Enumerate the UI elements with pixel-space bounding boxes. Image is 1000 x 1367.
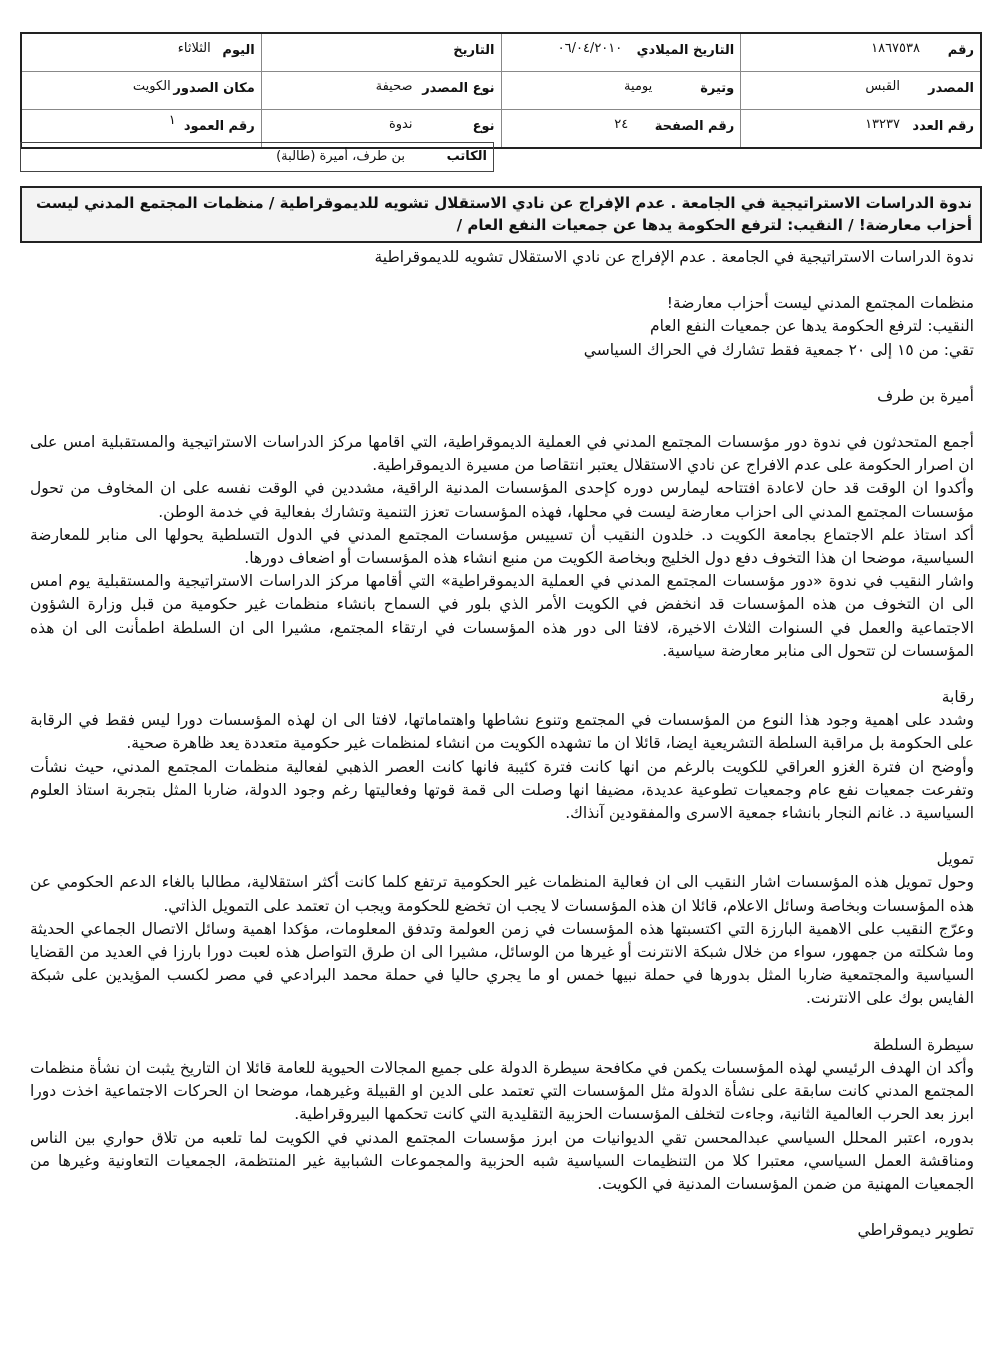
paragraph-3: أكد استاذ علم الاجتماع بجامعة الكويت د. خلدون النقيب أن تسييس مؤسسات المجتمع المدني في الدول التسلطية يحولها الى منابر للمعارضة السياسية، موضحا ان هذا التخوف دفع دول الخليج وبخاصة الكويت من منبع انشاء هذه المؤسسات أو اضعاف دورها. — [30, 525, 974, 568]
gregorian-date-cell — [501, 34, 741, 71]
frequency-value: يومية — [624, 79, 653, 94]
source-label: المصدر — [928, 81, 974, 96]
column-number-value: ١ — [168, 113, 176, 128]
writer-value: بن طرف، أميرة (طالبة) — [276, 149, 405, 164]
day-value: الثلاثاء — [177, 41, 211, 56]
writer-label: الكاتب — [446, 149, 487, 164]
article-subtitle-3: تقي: من ١٥ إلى ٢٠ جمعية فقط تشارك في الحراك السياسي — [583, 340, 974, 359]
day-label: اليوم — [222, 43, 255, 58]
section-heading-saytara: سيطرة السلطة — [873, 1035, 974, 1054]
source-cell — [740, 72, 980, 109]
frequency-cell — [501, 72, 741, 109]
gregorian-date-label: التاريخ الميلادي — [636, 43, 735, 58]
metadata-row-1 — [22, 34, 980, 72]
writer-cell — [20, 142, 494, 172]
type-label: نوع — [472, 119, 495, 134]
source-value: القبس — [865, 79, 900, 94]
metadata-row-2 — [22, 72, 980, 110]
page-number-value: ٢٤ — [614, 117, 629, 132]
date-label: التاريخ — [453, 43, 495, 58]
paragraph-10: بدوره، اعتبر المحلل السياسي عبدالمحسن تقي الديوانيات من ابرز مؤسسات المجتمع المدني في الكويت لما تلعبه من تلاق حواري بين الناس ومناقشة العمل السياسي، معتبرا كلا من التنظيمات السياسية شبه الحزبية والمجموعات الشبابية غير المنتظمة، الجمعيات التعاونية وغيرها من الجمعيات المهنية من ضمن المؤسسات المدنية في الكويت. — [30, 1128, 974, 1193]
section-heading-raqaba: رقابة — [941, 688, 974, 707]
writer-row — [20, 142, 982, 172]
source-type-cell — [261, 72, 501, 109]
paragraph-6: وأوضح ان فترة الغزو العراقي للكويت بالرغم من انها كانت فترة كئيبة فانها كانت العصر الذهبي لفعالية منظمات المجتمع المدني، حيث نشأت وتفرعت جمعيات نفع عام وجمعيات تطوعية عديدة، مضيفا انها وصلت الى قمة قوتها وفعاليتها رغم وجود الدولة، ضاربا المثل بتجربة استاذ العلوم السياسية د. غانم النجار بانشاء جمعية الاسرى والمفقودين آنذاك. — [30, 757, 974, 823]
paragraph-4: واشار النقيب في ندوة «دور مؤسسات المجتمع المدني في العملية الديموقراطية» التي أقامها مركز الدراسات الاستراتيجية والمستقبلية يوم امس الى ان التخوف من هذه المؤسسات قد انخفض في الكويت الأمر الذي بلور في السماح بانشاء منظمات غير حكومية من قبل وزارة الشؤون الاجتماعية والعمل في السنوات الثلاث الاخيرة، لافتا الى دور هذه المؤسسات في ارتقاء المجتمع، مشيرا الى ان السلطة اطمأنت الى ان هذه المؤسسات لن تتحول الى منابر معارضة سياسية. — [30, 572, 974, 660]
number-value: ١٨٦٧٥٣٨ — [871, 41, 920, 56]
issue-place-value: الكويت — [132, 79, 171, 94]
issue-place-label: مكان الصدور — [173, 81, 255, 96]
paragraph-8: وعرّج النقيب على الاهمية البارزة التي اكتسبتها هذه المؤسسات في زمن العولمة وتدفق المعلومات، مؤكدا اهمية وسائل الاتصال الجماعي الحديثة وما شكلته من جمهور، سواء من خلال شبكة الانترنت أو غيرها من الوسائل، مشيرا الى ان طرق التواصل هذه لعبت دورا بارزا في العديد من القضايا السياسية والمجتمعية ضاربا المثل بدورها في حملة نبيها خمس او ما يجري حاليا في حملة محمد البرادعي في مصر لكسب المؤيدين على شبكة الفايس بوك على الانترنت. — [30, 919, 974, 1008]
article-author: أميرة بن طرف — [877, 386, 974, 405]
source-type-value: صحيفة — [375, 79, 413, 94]
source-type-label: نوع المصدر — [422, 81, 495, 96]
date-cell — [261, 34, 501, 71]
column-number-label: رقم العمود — [183, 119, 255, 134]
issue-number-value: ١٣٢٣٧ — [865, 117, 900, 132]
section-heading-tatweer: تطوير ديموقراطي — [857, 1221, 974, 1240]
frequency-label: وتيرة — [700, 81, 735, 96]
article-subtitle-1: منظمات المجتمع المدني ليست أحزاب معارضة! — [666, 294, 974, 313]
paragraph-2: وأكدوا ان الوقت قد حان لاعادة افتتاحه ليمارس دوره كإحدى المؤسسات المدنية الراقية، مشددين في الوقت نفسه على ان المخاوف من تحول مؤسسات المجتمع المدني الى احزاب معارضة ليست في محلها، فهذه المؤسسات تعزز التنمية وتشارك بفعالية في خدمة الوطن. — [30, 479, 974, 521]
headline-box: ندوة الدراسات الاستراتيجية في الجامعة . عدم الإفراج عن نادي الاستقلال تشويه للديموقراطية / منظمات المجتمع المدني ليست أحزاب معارضة! / النقيب: لترفع الحكومة يدها عن جمعيات النفع العام / — [20, 186, 982, 243]
paragraph-7: وحول تمويل هذه المؤسسات اشار النقيب الى ان فعالية المنظمات غير الحكومية ترتفع كلما كانت أكثر استقلالية، مطالبا بالغاء الدعم الحكومي عن هذه المؤسسات وبخاصة وسائل الاعلام، قائلا ان هذه المؤسسات لا يجب ان تخضع للحكومة ويجب ان تعتمد على التمويل الذاتي. — [30, 873, 974, 915]
number-label: رقم — [947, 43, 974, 58]
article-subtitle-2: النقيب: لترفع الحكومة يدها عن جمعيات النفع العام — [649, 317, 974, 336]
number-cell — [740, 34, 980, 71]
paragraph-5: وشدد على اهمية وجود هذا النوع من المؤسسات في المجتمع وتنوع نشاطها واهتماماتها، لافتا الى ان لهذه المؤسسات دورا ليس فقط في الرقابة على الحكومة بل مراقبة السلطة التشريعية ايضا، قائلا ان ما تشهده الكويت من انشاء لمنظمات غير حكومية متعددة يعد ظاهرة صحية. — [30, 711, 974, 753]
type-value: ندوة — [388, 117, 413, 132]
issue-place-cell — [22, 72, 261, 109]
page-number-label: رقم الصفحة — [654, 119, 735, 134]
issue-number-label: رقم العدد — [912, 119, 974, 134]
article-body — [30, 246, 974, 1242]
paragraph-1: أجمع المتحدثون في ندوة دور مؤسسات المجتمع المدني في العملية الديموقراطية، التي اقامها مركز الدراسات الاستراتيجية والمستقبلية امس على ان اصرار الحكومة على عدم الافراج عن نادي الاستقلال يعتبر انتقاصا من مسيرة الديموقراطية. — [30, 433, 974, 475]
metadata-table — [20, 32, 982, 149]
section-heading-tamweel: تمويل — [936, 850, 974, 869]
paragraph-9: وأكد ان الهدف الرئيسي لهذه المؤسسات يكمن في مكافحة سيطرة الدولة على جميع المجالات الحيوية للعامة قائلا ان التاريخ يثبت ان نشأة منظمات المجتمع المدني كانت سابقة على نشأة الدولة مثل المؤسسات التي تعتمد على الدين او القبيلة وغيرهما، موضحا ان الحركات الاجتماعية اخذت دورا ابرز بعد الحرب العالمية الثانية، وجاءت لتخلف المؤسسات الحزبية التقليدية التي كانت تحكمها البيروقراطية. — [30, 1058, 974, 1124]
day-cell — [22, 34, 261, 71]
article-top-line: ندوة الدراسات الاستراتيجية في الجامعة . عدم الإفراج عن نادي الاستقلال تشويه للديموقراطية — [374, 248, 974, 266]
gregorian-date-value: ٠٦/٠٤/٢٠١٠ — [557, 41, 623, 56]
